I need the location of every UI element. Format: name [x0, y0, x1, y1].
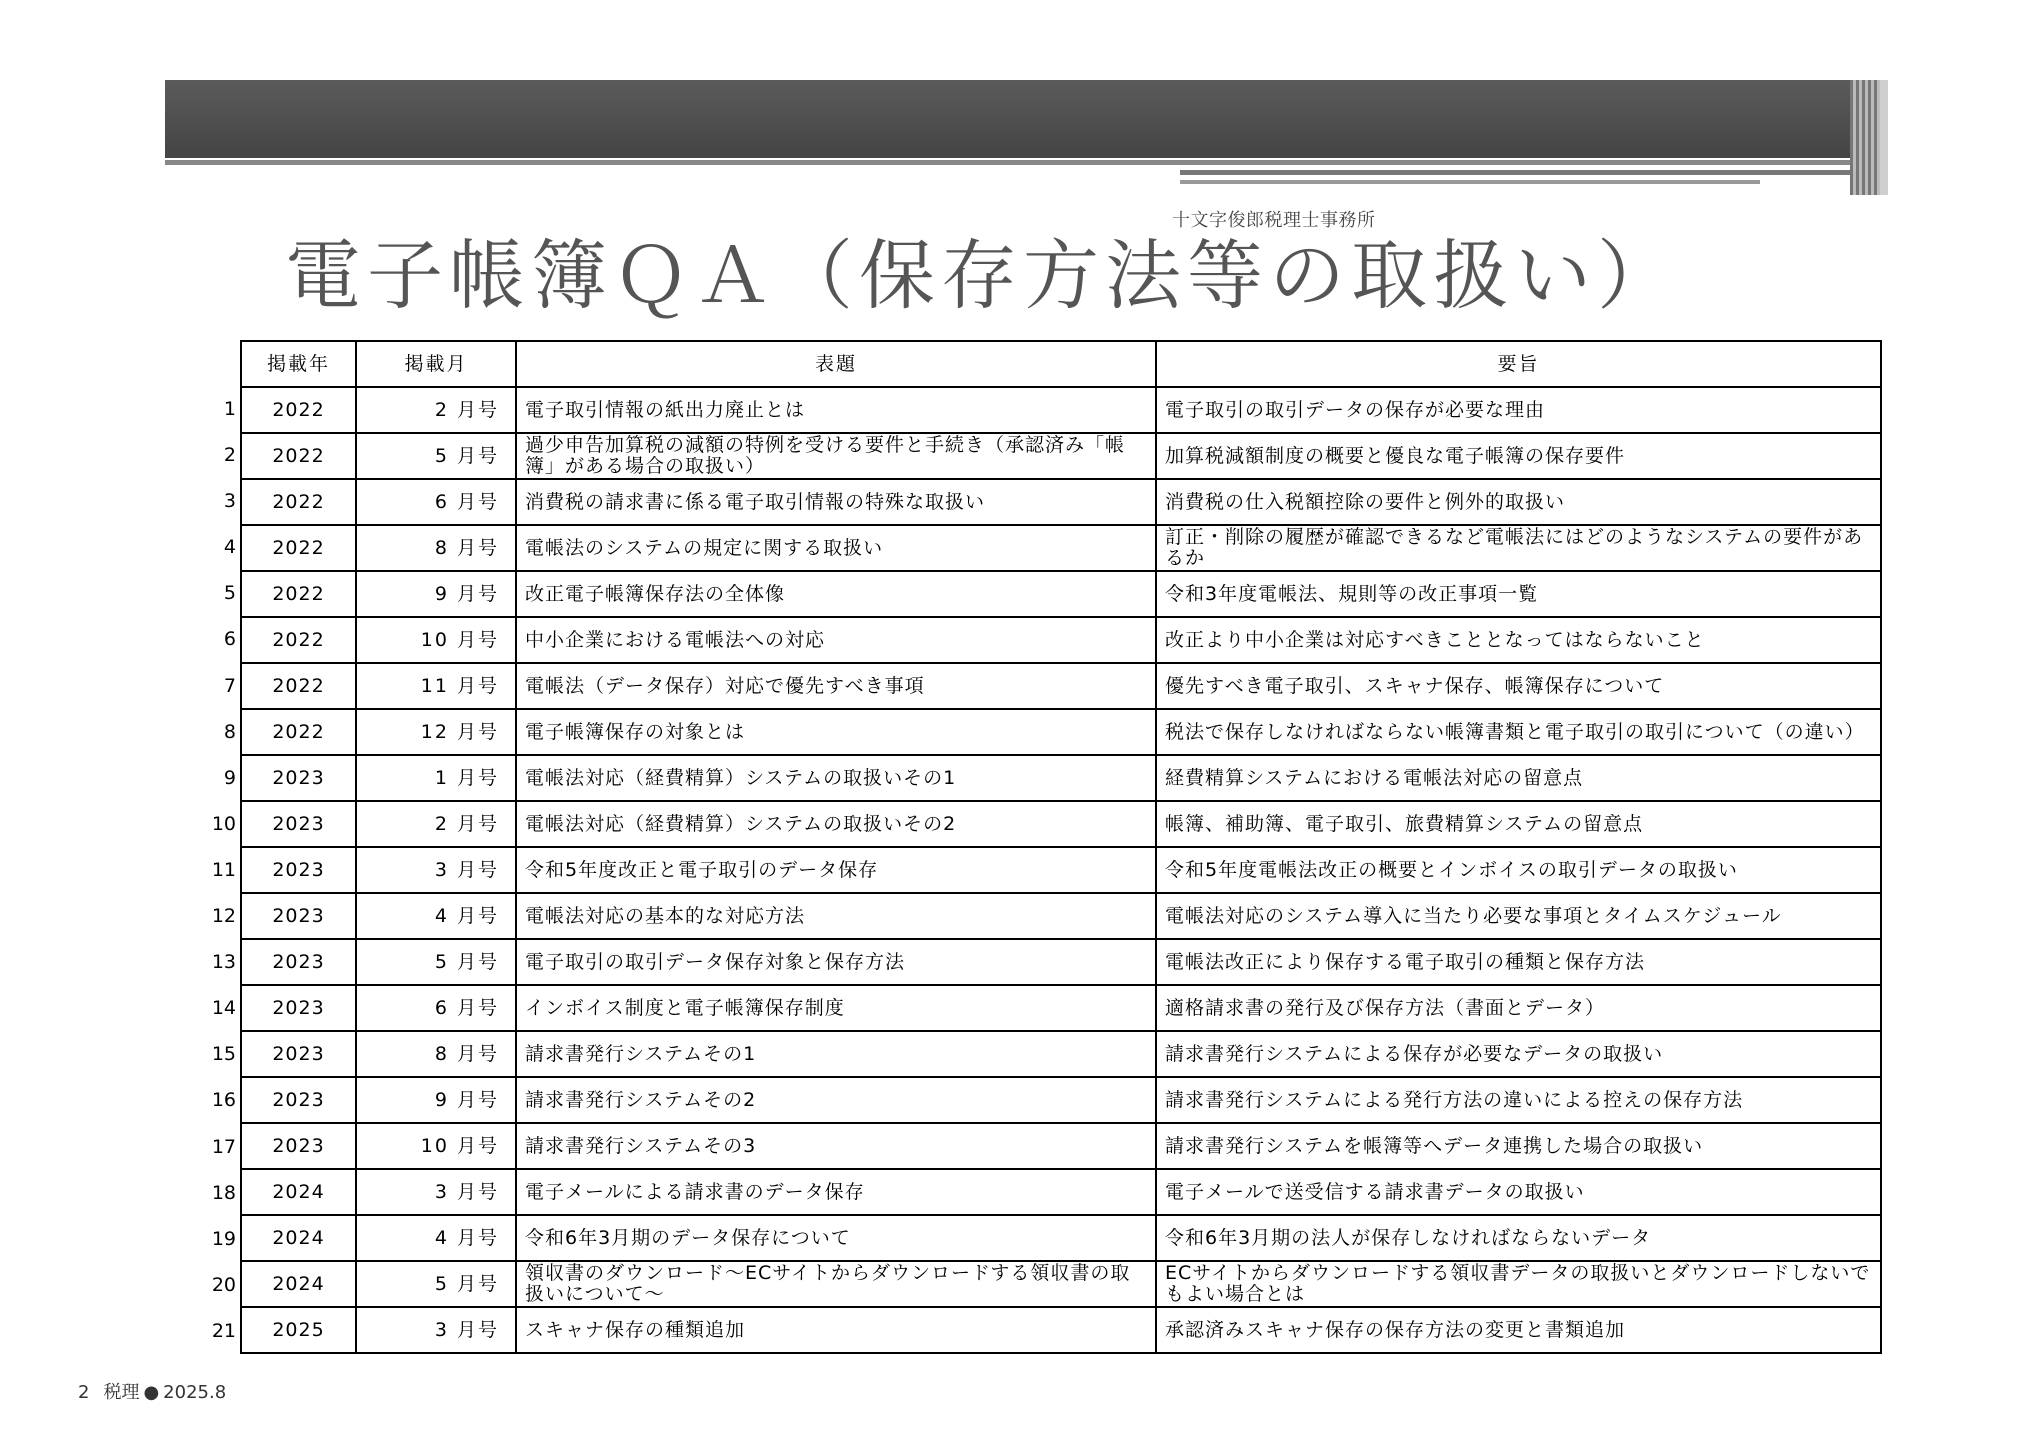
header-banner-stripe	[1180, 170, 1880, 175]
cell-summary: 適格請求書の発行及び保存方法（書面とデータ）	[1156, 985, 1881, 1031]
cell-title: 過少申告加算税の減額の特例を受ける要件と手続き（承認済み「帳簿」がある場合の取扱い）	[516, 433, 1156, 479]
cell-title: 令和5年度改正と電子取引のデータ保存	[516, 847, 1156, 893]
cell-title: 電子取引情報の紙出力廃止とは	[516, 387, 1156, 433]
cell-year: 2022	[241, 433, 356, 479]
cell-title: 令和6年3月期のデータ保存について	[516, 1215, 1156, 1261]
cell-summary: 電子取引の取引データの保存が必要な理由	[1156, 387, 1881, 433]
row-number: 8	[223, 720, 236, 743]
cell-year: 2023	[241, 1123, 356, 1169]
row-number: 19	[211, 1227, 236, 1250]
cell-month: 5 月号	[356, 433, 516, 479]
row-number: 11	[211, 858, 236, 881]
cell-title: 電帳法対応（経費精算）システムの取扱いその2	[516, 801, 1156, 847]
cell-summary: 消費税の仕入税額控除の要件と例外的取扱い	[1156, 479, 1881, 525]
cell-title: 電帳法（データ保存）対応で優先すべき事項	[516, 663, 1156, 709]
cell-month: 8 月号	[356, 1031, 516, 1077]
cell-year: 2023	[241, 893, 356, 939]
column-header-month: 掲載月	[356, 341, 516, 387]
cell-summary: 電子メールで送受信する請求書データの取扱い	[1156, 1169, 1881, 1215]
cell-month: 6 月号	[356, 985, 516, 1031]
cell-title: 領収書のダウンロード～ECサイトからダウンロードする領収書の取扱いについて～	[516, 1261, 1156, 1307]
row-number: 13	[211, 951, 236, 974]
cell-summary: 優先すべき電子取引、スキャナ保存、帳簿保存について	[1156, 663, 1881, 709]
cell-month: 10 月号	[356, 617, 516, 663]
cell-year: 2024	[241, 1169, 356, 1215]
article-table	[240, 340, 1882, 1354]
cell-title: 電子メールによる請求書のデータ保存	[516, 1169, 1156, 1215]
table-row	[241, 1077, 1881, 1123]
header-banner-edge	[1880, 80, 1888, 195]
table-row	[241, 1307, 1881, 1353]
table-row	[241, 1169, 1881, 1215]
cell-month: 2 月号	[356, 387, 516, 433]
cell-summary: 請求書発行システムによる保存が必要なデータの取扱い	[1156, 1031, 1881, 1077]
cell-title: 電子帳簿保存の対象とは	[516, 709, 1156, 755]
cell-summary: 経費精算システムにおける電帳法対応の留意点	[1156, 755, 1881, 801]
cell-year: 2022	[241, 479, 356, 525]
cell-summary: 帳簿、補助簿、電子取引、旅費精算システムの留意点	[1156, 801, 1881, 847]
cell-summary: 令和5年度電帳法改正の概要とインボイスの取引データの取扱い	[1156, 847, 1881, 893]
cell-month: 4 月号	[356, 1215, 516, 1261]
cell-month: 3 月号	[356, 1307, 516, 1353]
table-row	[241, 663, 1881, 709]
footer	[78, 1378, 226, 1404]
row-number: 12	[211, 905, 236, 928]
issue-date: 2025.8	[163, 1382, 227, 1403]
table-row	[241, 709, 1881, 755]
table-row	[241, 1031, 1881, 1077]
bullet-icon: ●	[143, 1382, 160, 1403]
row-number: 21	[211, 1319, 236, 1342]
column-header-summary: 要旨	[1156, 341, 1881, 387]
column-header-year: 掲載年	[241, 341, 356, 387]
cell-year: 2022	[241, 525, 356, 571]
cell-year: 2023	[241, 847, 356, 893]
header-banner	[165, 80, 1880, 158]
cell-month: 9 月号	[356, 1077, 516, 1123]
row-number-column	[180, 386, 240, 1354]
cell-year: 2025	[241, 1307, 356, 1353]
header-banner-stripe	[1180, 180, 1760, 184]
cell-month: 9 月号	[356, 571, 516, 617]
page-title: 電子帳簿ＱＡ（保存方法等の取扱い）	[285, 231, 1679, 320]
cell-title: 請求書発行システムその2	[516, 1077, 1156, 1123]
table-row	[241, 1215, 1881, 1261]
cell-summary: 訂正・削除の履歴が確認できるなど電帳法にはどのようなシステムの要件があるか	[1156, 525, 1881, 571]
cell-year: 2024	[241, 1261, 356, 1307]
table-row	[241, 479, 1881, 525]
table-header-row	[241, 341, 1881, 387]
table-row	[241, 525, 1881, 571]
cell-summary: 電帳法対応のシステム導入に当たり必要な事項とタイムスケジュール	[1156, 893, 1881, 939]
row-number: 9	[223, 766, 236, 789]
cell-summary: 請求書発行システムによる発行方法の違いによる控えの保存方法	[1156, 1077, 1881, 1123]
table-row	[241, 801, 1881, 847]
row-number: 6	[223, 628, 236, 651]
row-number: 1	[223, 398, 236, 420]
magazine-name: 税理	[103, 1382, 140, 1403]
table-row	[241, 893, 1881, 939]
cell-year: 2022	[241, 617, 356, 663]
cell-month: 11 月号	[356, 663, 516, 709]
page-number: 2	[78, 1382, 90, 1403]
cell-year: 2023	[241, 801, 356, 847]
cell-month: 5 月号	[356, 939, 516, 985]
cell-summary: 税法で保存しなければならない帳簿書類と電子取引の取引について（の違い）	[1156, 709, 1881, 755]
cell-summary: 加算税減額制度の概要と優良な電子帳簿の保存要件	[1156, 433, 1881, 479]
table-row	[241, 433, 1881, 479]
cell-title: 請求書発行システムその3	[516, 1123, 1156, 1169]
cell-summary: 令和6年3月期の法人が保存しなければならないデータ	[1156, 1215, 1881, 1261]
cell-summary: 請求書発行システムを帳簿等へデータ連携した場合の取扱い	[1156, 1123, 1881, 1169]
cell-summary: 改正より中小企業は対応すべきこととなってはならないこと	[1156, 617, 1881, 663]
cell-summary: ECサイトからダウンロードする領収書データの取扱いとダウンロードしないでもよい場合とは	[1156, 1261, 1881, 1307]
row-number: 18	[211, 1181, 236, 1204]
cell-year: 2022	[241, 387, 356, 433]
cell-title: 消費税の請求書に係る電子取引情報の特殊な取扱い	[516, 479, 1156, 525]
cell-title: インボイス制度と電子帳簿保存制度	[516, 985, 1156, 1031]
row-number: 16	[211, 1089, 236, 1112]
cell-title: 電帳法対応（経費精算）システムの取扱いその1	[516, 755, 1156, 801]
column-header-title: 表題	[516, 341, 1156, 387]
table-row	[241, 939, 1881, 985]
cell-year: 2022	[241, 571, 356, 617]
row-number: 4	[223, 536, 236, 559]
table-body	[241, 387, 1881, 1353]
cell-year: 2024	[241, 1215, 356, 1261]
cell-year: 2023	[241, 939, 356, 985]
header-banner-stripe	[165, 160, 1880, 165]
table-row	[241, 847, 1881, 893]
row-number: 15	[211, 1043, 236, 1066]
row-number: 5	[223, 582, 236, 605]
row-number: 14	[211, 997, 236, 1020]
cell-title: 改正電子帳簿保存法の全体像	[516, 571, 1156, 617]
header-banner-edge	[1850, 80, 1880, 195]
office-name: 十文字俊郎税理士事務所	[1172, 210, 1376, 231]
table-row	[241, 387, 1881, 433]
row-number: 3	[223, 490, 236, 513]
cell-month: 1 月号	[356, 755, 516, 801]
table-row	[241, 985, 1881, 1031]
cell-year: 2023	[241, 1077, 356, 1123]
cell-year: 2023	[241, 755, 356, 801]
table-row	[241, 1123, 1881, 1169]
cell-month: 3 月号	[356, 847, 516, 893]
cell-title: 請求書発行システムその1	[516, 1031, 1156, 1077]
cell-year: 2022	[241, 709, 356, 755]
cell-month: 12 月号	[356, 709, 516, 755]
table-row	[241, 571, 1881, 617]
cell-month: 8 月号	[356, 525, 516, 571]
cell-summary: 電帳法改正により保存する電子取引の種類と保存方法	[1156, 939, 1881, 985]
table-row	[241, 617, 1881, 663]
cell-month: 2 月号	[356, 801, 516, 847]
cell-month: 6 月号	[356, 479, 516, 525]
row-number: 7	[223, 674, 236, 697]
cell-title: 電子取引の取引データ保存対象と保存方法	[516, 939, 1156, 985]
row-number: 17	[211, 1135, 236, 1158]
cell-title: スキャナ保存の種類追加	[516, 1307, 1156, 1353]
cell-month: 4 月号	[356, 893, 516, 939]
cell-year: 2022	[241, 663, 356, 709]
row-number: 20	[211, 1273, 236, 1296]
cell-month: 10 月号	[356, 1123, 516, 1169]
table-row	[241, 1261, 1881, 1307]
cell-year: 2023	[241, 985, 356, 1031]
cell-summary: 承認済みスキャナ保存の保存方法の変更と書類追加	[1156, 1307, 1881, 1353]
table-row	[241, 755, 1881, 801]
cell-title: 電帳法のシステムの規定に関する取扱い	[516, 525, 1156, 571]
cell-title: 電帳法対応の基本的な対応方法	[516, 893, 1156, 939]
cell-summary: 令和3年度電帳法、規則等の改正事項一覧	[1156, 571, 1881, 617]
cell-title: 中小企業における電帳法への対応	[516, 617, 1156, 663]
cell-year: 2023	[241, 1031, 356, 1077]
row-number: 2	[223, 444, 236, 467]
cell-month: 3 月号	[356, 1169, 516, 1215]
cell-month: 5 月号	[356, 1261, 516, 1307]
row-number: 10	[211, 812, 236, 835]
